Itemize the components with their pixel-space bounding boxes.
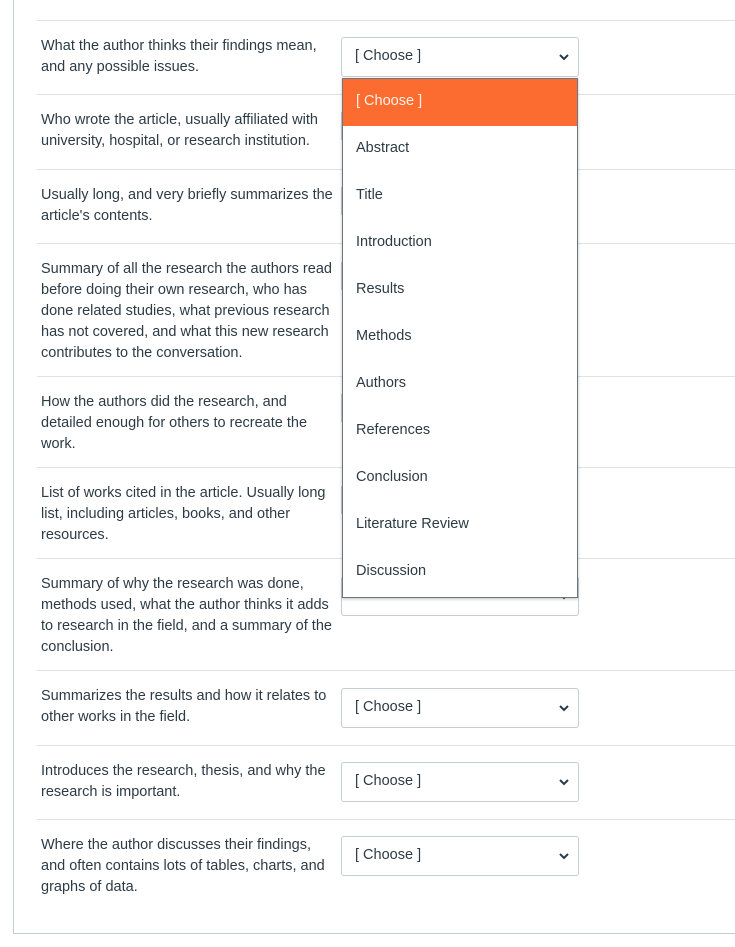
dropdown-option-introduction[interactable]: Introduction [356, 234, 432, 250]
dropdown-option-discussion[interactable]: Discussion [356, 563, 427, 579]
select-value: [ Choose ] [355, 699, 422, 715]
question-text: Who wrote the article, usually affiliated with university, hospital, or research institution. [41, 112, 318, 149]
select-value: [ Choose ] [355, 773, 422, 789]
dropdown-option-abstract[interactable]: Abstract [356, 140, 410, 156]
answer-select[interactable] [341, 762, 579, 802]
select-value: [ Choose ] [355, 48, 422, 64]
dropdown-option-methods[interactable]: Methods [356, 328, 412, 344]
row-divider [37, 745, 735, 746]
question-text: Summarizes the results and how it relates to other works in the field. [41, 688, 327, 725]
row-divider [37, 670, 735, 671]
dropdown-option-title[interactable]: Title [356, 187, 383, 203]
question-text: What the author thinks their findings mean, and any possible issues. [41, 38, 317, 75]
question-text: Where the author discusses their findings, and often contains lots of tables, charts, and graphs of data. [41, 837, 325, 895]
question-text: Usually long, and very briefly summarizes the article's contents. [41, 187, 333, 224]
answer-select[interactable] [341, 836, 579, 876]
select-value: [ Choose ] [355, 847, 422, 863]
dropdown-option-references[interactable]: References [356, 422, 431, 438]
question-text: List of works cited in the article. Usually long list, including articles, books, and other resources. [41, 485, 326, 543]
chevron-down-icon [558, 850, 570, 862]
chevron-down-icon [558, 51, 570, 63]
question-text: How the authors did the research, and detailed enough for others to recreate the work. [41, 394, 308, 452]
chevron-down-icon [558, 702, 570, 714]
dropdown-option-literature-review[interactable]: Literature Review [356, 516, 469, 532]
question-text: Summary of why the research was done, methods used, what the author thinks it adds to research in the field, and a summary of the conclusion. [41, 576, 332, 655]
dropdown-option-authors[interactable]: Authors [356, 375, 406, 391]
row-divider [37, 20, 735, 21]
dropdown-list [342, 78, 578, 598]
dropdown-option-choose[interactable]: [ Choose ] [343, 79, 577, 126]
row-divider [37, 819, 735, 820]
question-text: Summary of all the research the authors read before doing their own research, who has done related studies, what previous research has not covered, and what this new research contributes to the conversation. [41, 261, 332, 361]
dropdown-option-results[interactable]: Results [356, 281, 405, 297]
question-text: Introduces the research, thesis, and why the research is important. [41, 763, 326, 800]
answer-select[interactable] [341, 688, 579, 728]
dropdown-option-conclusion[interactable]: Conclusion [356, 469, 428, 485]
chevron-down-icon [558, 776, 570, 788]
answer-select[interactable] [341, 37, 579, 77]
